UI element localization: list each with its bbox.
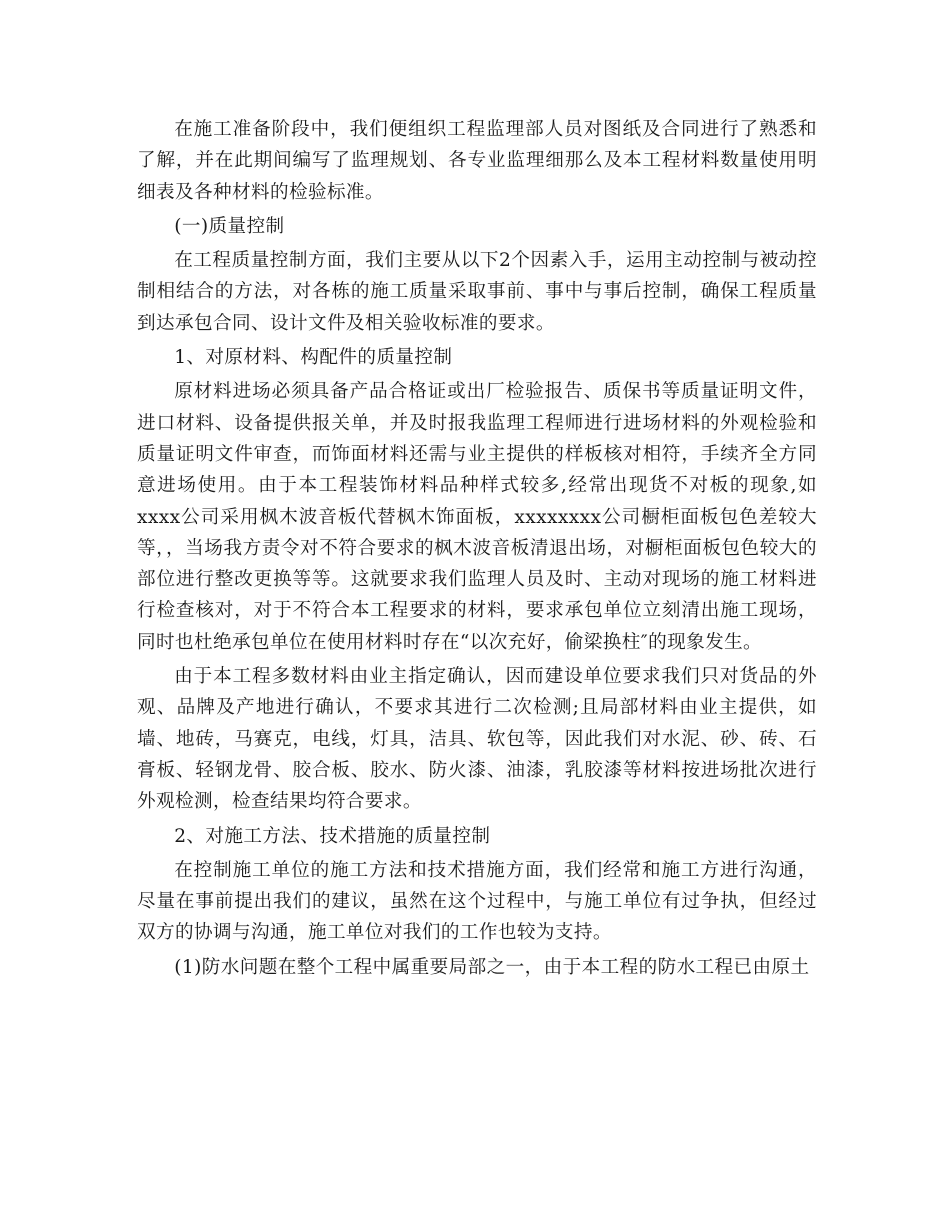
paragraph-waterproofing: (1)防水问题在整个工程中属重要局部之一，由于本工程的防水工程已由原土 <box>174 956 810 978</box>
paragraph-quality-control-approach: 在工程质量控制方面，我们主要从以下2个因素入手，运用主动控制与被动控制相结合的方法，对各栋的施工质量采取事前、事中与事后控制，确保工程质量到达承包合同、设计文件及相关验收标准的要求。 <box>137 250 817 334</box>
paragraph-owner-specified-materials: 由于本工程多数材料由业主指定确认，因而建设单位要求我们只对货品的外观、品牌及产地进行确认，不要求其进行二次检测;且局部材料由业主提供，如墙、地砖，马赛克，电线，灯具，洁具、软包等，因此我们对水泥、砂、砖、石膏板、轻钢龙骨、胶合板、胶水、防火漆、油漆，乳胶漆等材料按进场批次进行外观检测，检查结果均符合要求。 <box>137 666 817 813</box>
subheading-materials-quality: 1、对原材料、构配件的质量控制 <box>174 347 453 369</box>
paragraph-methods-communication: 在控制施工单位的施工方法和技术措施方面，我们经常和施工方进行沟通，尽量在事前提出我们的建议，虽然在这个过程中，与施工单位有过争执，但经过双方的协调与沟通，施工单位对我们的工作也较为支持。 <box>137 859 817 944</box>
document-body <box>137 114 817 986</box>
paragraph-preparation-stage: 在施工准备阶段中，我们便组织工程监理部人员对图纸及合同进行了熟悉和了解，并在此期间编写了监理规划、各专业监理细那么及本工程材料数量使用明细表及各种材料的检验标准。 <box>137 119 817 203</box>
subheading-methods-quality: 2、对施工方法、技术措施的质量控制 <box>174 825 491 847</box>
section-heading-quality-control: (一)质量控制 <box>174 215 285 237</box>
paragraph-materials-entry: 原材料进场必须具备产品合格证或出厂检验报告、质保书等质量证明文件，进口材料、设备提供报关单，并及时报我监理工程师进行进场材料的外观检验和质量证明文件审查，而饰面材料还需与业主提供的样板核对相符，手续齐全方同意进场使用。由于本工程装饰材料品种样式较多,经常出现货不对板的现象,如xxxx公司采用枫木波音板代替枫木饰面板，xxxxxxxx公司橱柜面板包色差较大等，，当场我方责令对不符合要求的枫木波音板清退出场，对橱柜面板包色较大的部位进行整改更换等等。这就要求我们监理人员及时、主动对现场的施工材料进行检查核对，对于不符合本工程要求的材料，要求承包单位立刻清出施工现场，同时也杜绝承包单位在使用材料时存在“以次充好，偷梁换柱″的现象发生。 <box>137 381 817 653</box>
